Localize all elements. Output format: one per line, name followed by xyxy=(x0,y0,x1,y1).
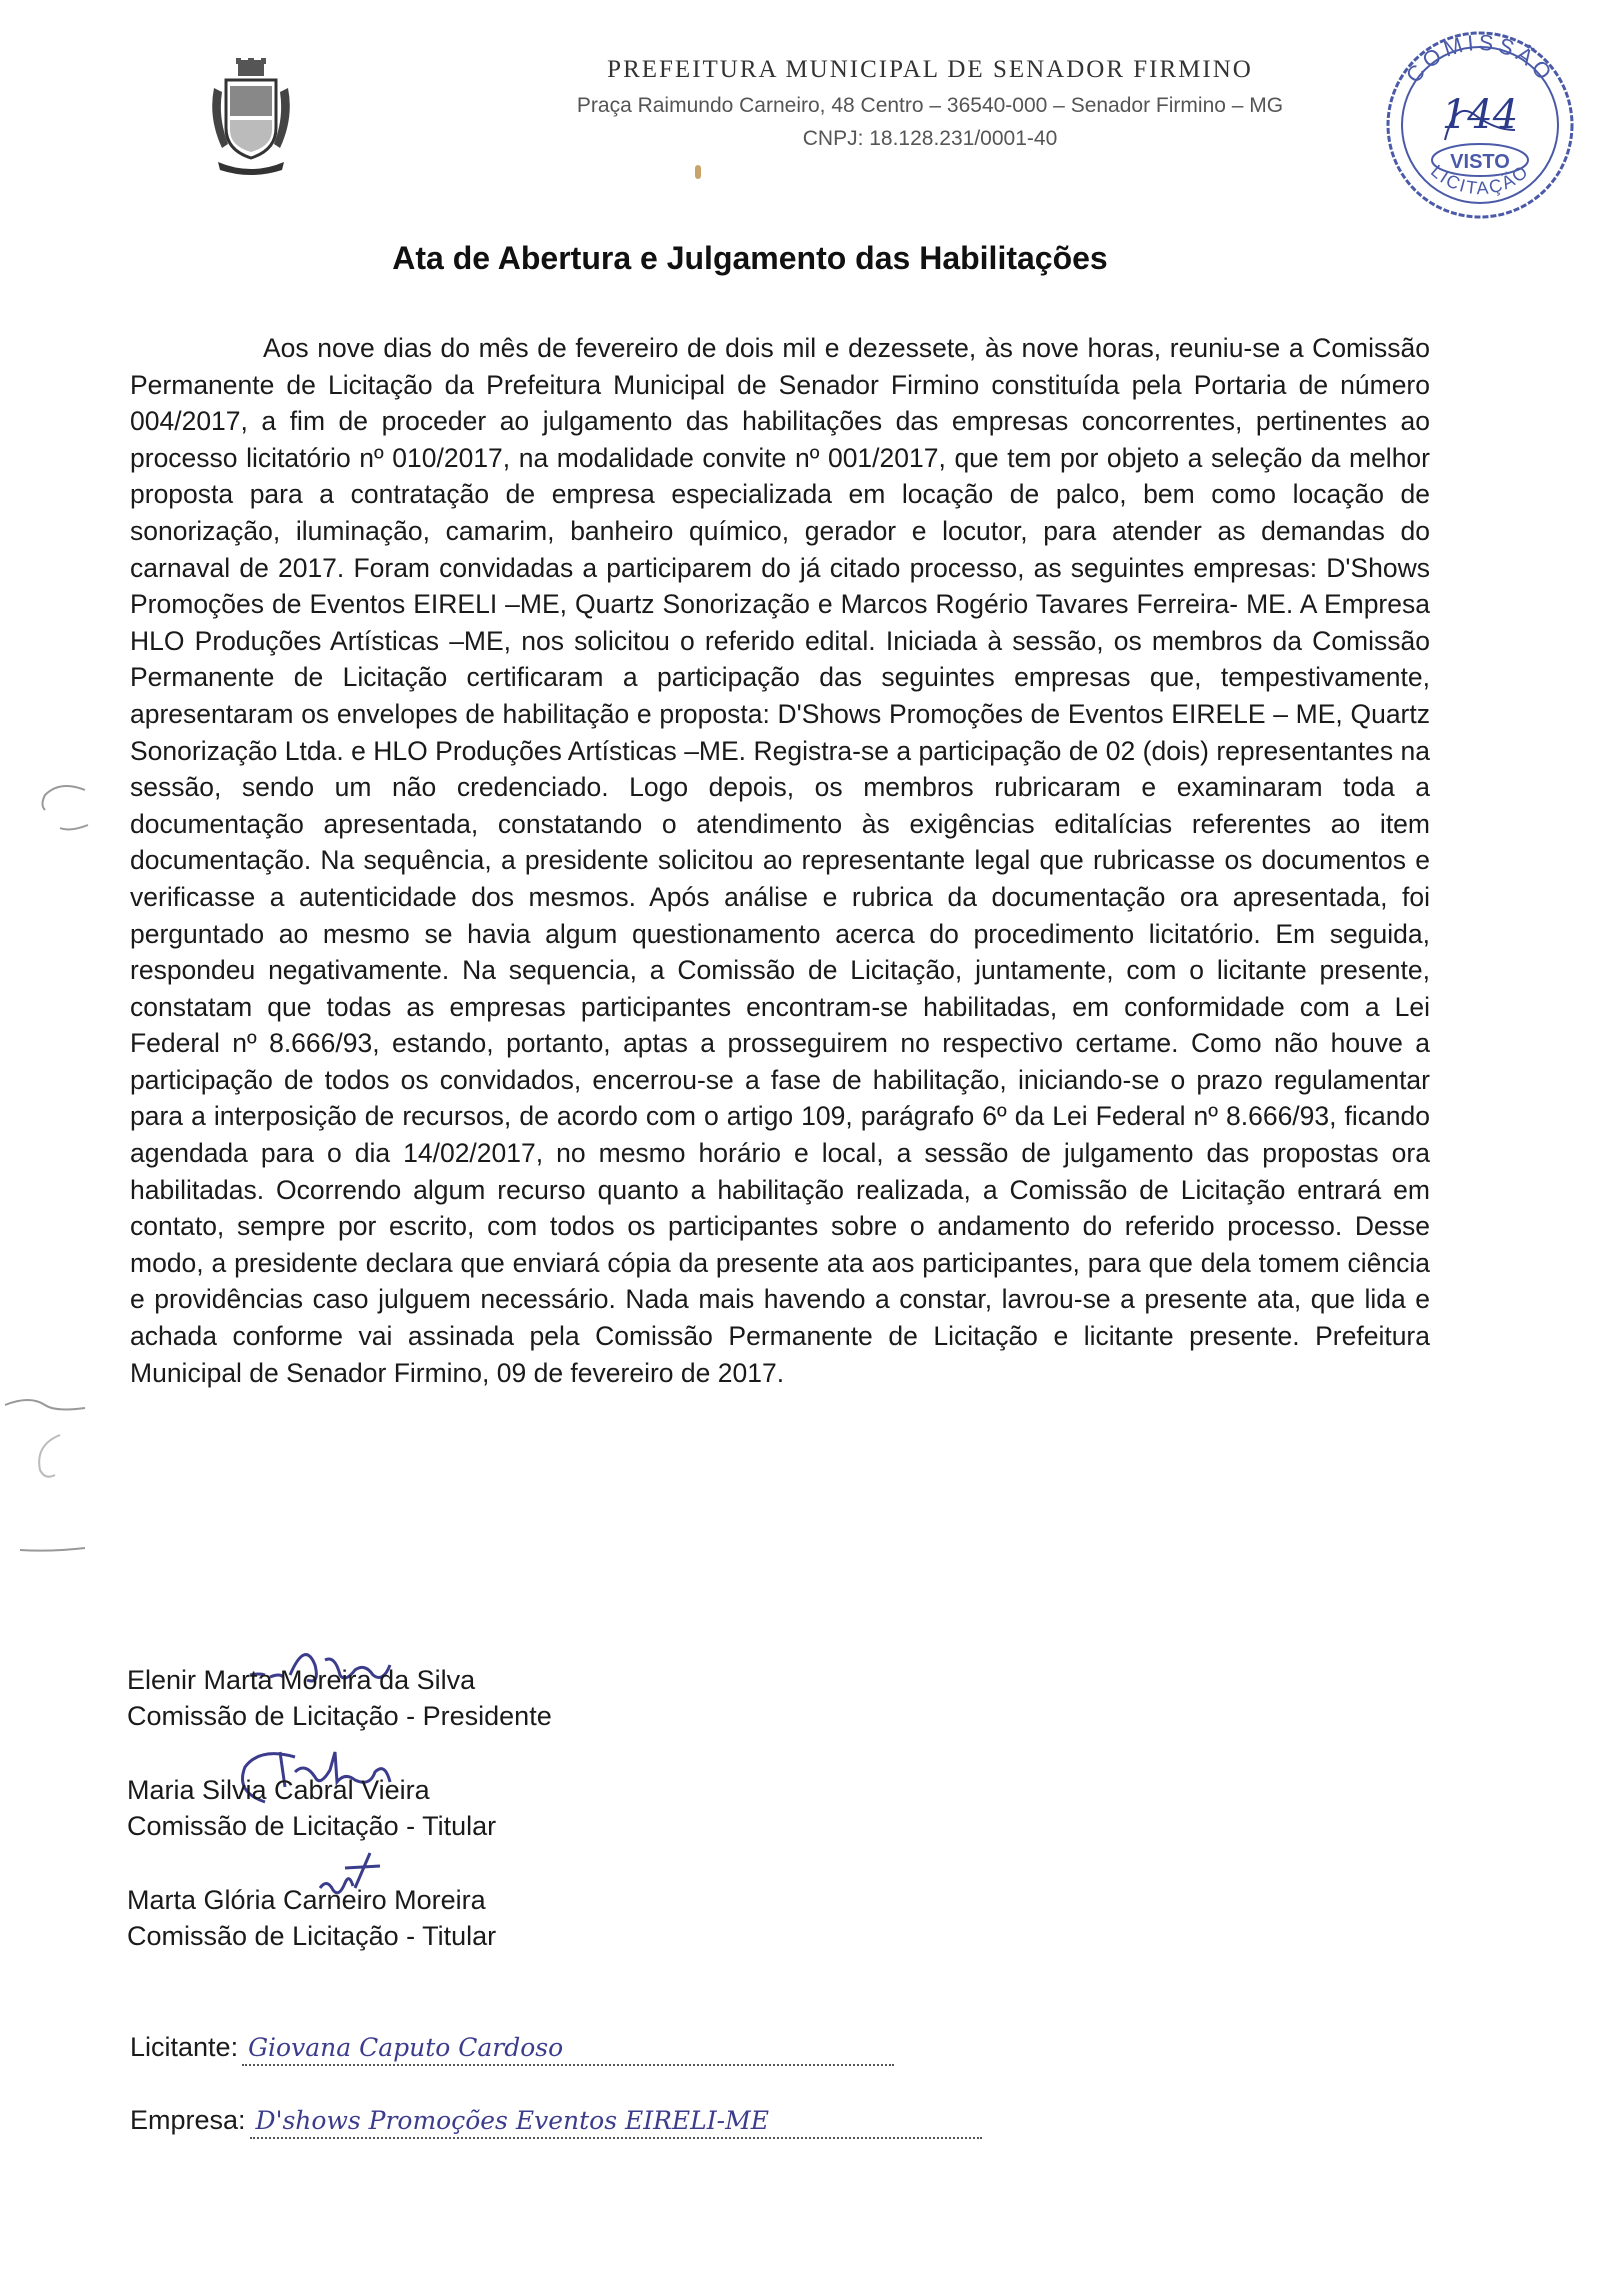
signatory-1 xyxy=(127,1662,552,1734)
empresa-value: D'shows Promoções Eventos EIRELI-ME xyxy=(250,2106,982,2139)
stamp-top-text: COMISSÃO xyxy=(1400,29,1560,88)
organization-address: Praça Raimundo Carneiro, 48 Centro – 36540-000 – Senador Firmino – MG xyxy=(576,94,1284,117)
margin-binder-marks xyxy=(0,780,100,1580)
document-body: Aos nove dias do mês de fevereiro de dois mil e dezessete, às nove horas, reuniu-se a Comissão Permanente de Licitação da Prefeitura Municipal de Senador Firmino constituída pela Portaria de número 004/2017, a fim de proceder ao julgamento das habilitações das empresas concorrentes, pertinentes ao processo licitatório nº 010/2017, na modalidade convite nº 001/2017, que tem por objeto a seleção da melhor proposta para a contratação de empresa especializada em locação de palco, bem como locação de sonorização, iluminação, camarim, banheiro químico, gerador e locutor, para atender as demandas do carnaval de 2017. Foram convidadas a participarem do já citado processo, as seguintes empresas: D'Shows Promoções de Eventos EIRELI –ME, Quartz Sonorização e Marcos Rogério Tavares Ferreira- ME. A Empresa HLO Produções Artísticas –ME, nos solicitou o referido edital. Iniciada à sessão, os membros da Comissão Permanente de Licitação certificaram a participação das seguintes empresas que, tempestivamente, apresentaram os envelopes de habilitação e proposta: D'Shows Promoções de Eventos EIRELE – ME, Quartz Sonorização Ltda. e HLO Produções Artísticas –ME. Registra-se a participação de 02 (dois) representantes na sessão, sendo um não credenciado. Logo depois, os membros rubricaram e examinaram toda a documentação apresentada, constatando o atendimento às exigências editalícias referentes ao item documentação. Na sequência, a presidente solicitou ao representante legal que rubricasse os documentos e verificasse a autenticidade dos mesmos. Após análise e rubrica da documentação ora apresentada, foi perguntado ao mesmo se havia algum questionamento acerca do procedimento licitatório. Em seguida, respondeu negativamente. Na sequencia, a Comissão de Licitação, juntamente, com o licitante presente, constatam que todas as empresas participantes encontram-se habilitadas, em conformidade com a Lei Federal nº 8.666/93, estando, portanto, aptas a prosseguirem no respectivo certame. Como não houve a participação de todos os convidados, encerrou-se a fase de habilitação, iniciando-se o prazo regulamentar para a interposição de recursos, de acordo com o artigo 109, parágrafo 6º da Lei Federal nº 8.666/93, ficando agendada para o dia 14/02/2017, no mesmo horário e local, a sessão de julgamento das propostas ora habilitadas. Ocorrendo algum recurso quanto a habilitação realizada, a Comissão de Licitação entrará em contato, sempre por escrito, com todos os participantes sobre o andamento do referido processo. Desse modo, a presidente declara que enviará cópia da presente ata aos participantes, para que dela tomem ciência e providências caso julguem necessário. Nada mais havendo a constar, lavrou-se a presente ata, que lida e achada conforme vai assinada pela Comissão Permanente de Licitação e licitante presente. Prefeitura Municipal de Senador Firmino, 09 de fevereiro de 2017. xyxy=(130,333,1430,1388)
signatory-name: Maria Silvia Cabral Vieira xyxy=(127,1775,430,1805)
licitante-label: Licitante: xyxy=(130,2032,239,2062)
signatory-name: Marta Glória Carneiro Moreira xyxy=(127,1885,486,1915)
organization-cnpj: CNPJ: 18.128.231/0001-40 xyxy=(802,127,1058,150)
signatory-name: Elenir Marta Moreira da Silva xyxy=(127,1665,476,1695)
ink-mark xyxy=(695,165,701,179)
signatory-2 xyxy=(127,1772,496,1844)
stamp-visto: VISTO xyxy=(1450,151,1510,173)
signatory-role: Comissão de Licitação - Titular xyxy=(127,1811,497,1841)
empresa-field xyxy=(130,2105,982,2139)
signatory-role: Comissão de Licitação - Titular xyxy=(127,1921,497,1951)
stamp-number: 144 xyxy=(1441,92,1519,138)
signatory-role: Comissão de Licitação - Presidente xyxy=(127,1701,552,1731)
organization-name: PREFEITURA MUNICIPAL DE SENADOR FIRMINO xyxy=(607,56,1253,83)
document-title: Ata de Abertura e Julgamento das Habilitações xyxy=(392,240,1108,276)
svg-text:COMISSÃO xyxy=(1401,30,1559,88)
licitante-value: Giovana Caputo Cardoso xyxy=(242,2033,894,2066)
stamp-bottom-text: LICITAÇÃO xyxy=(1427,160,1534,199)
coat-of-arms-icon xyxy=(208,58,294,178)
commission-stamp xyxy=(1375,20,1585,230)
licitante-field xyxy=(130,2032,894,2066)
signatory-3 xyxy=(127,1882,496,1954)
empresa-label: Empresa: xyxy=(130,2105,246,2135)
